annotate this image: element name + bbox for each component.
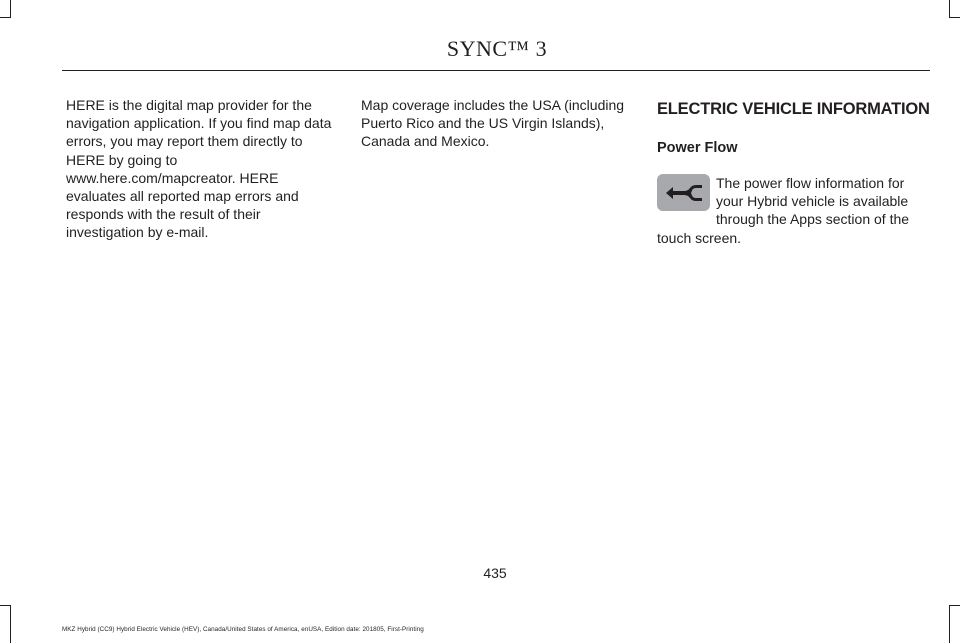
crop-mark-top-right-v [949,0,950,17]
crop-mark-bottom-right-h [949,605,960,606]
crop-mark-top-left-h [0,17,11,18]
power-flow-paragraph: The power flow information for your Hybrid vehicle is available through the Apps section of the touch screen. [657,175,910,246]
middle-column-paragraph: Map coverage includes the USA (including Puerto Rico and the US Virgin Islands), Canada and Mexico. [361,97,625,150]
crop-mark-top-left-v [10,0,11,17]
crop-mark-bottom-left-v [10,605,11,643]
page-number: 435 [483,565,507,581]
footer-edition-info: MKZ Hybrid (CC9) Hybrid Electric Vehicle (HEV), Canada/United States of America, enUSA, Edition date: 201805, First-Printing [62,626,424,633]
right-column [657,96,931,247]
left-column [66,96,342,242]
power-flow-icon [657,174,710,211]
section-heading: ELECTRIC VEHICLE INFORMATION [657,100,930,118]
page-header-title: SYNC™ 3 [446,36,548,61]
sub-heading: Power Flow [657,140,738,156]
header-rule [62,70,930,71]
crop-mark-bottom-left-h [0,605,11,606]
middle-column [361,96,637,151]
crop-mark-bottom-right-v [949,605,950,643]
left-column-paragraph: HERE is the digital map provider for the navigation application. If you find map data errors, you may report them directly to HERE by going to www.here.com/mapcreator. HERE evaluates all reported map errors and responds with the result of their investigation by e-mail. [66,97,332,241]
crop-mark-top-right-h [949,17,960,18]
power-flow-block [657,166,931,247]
